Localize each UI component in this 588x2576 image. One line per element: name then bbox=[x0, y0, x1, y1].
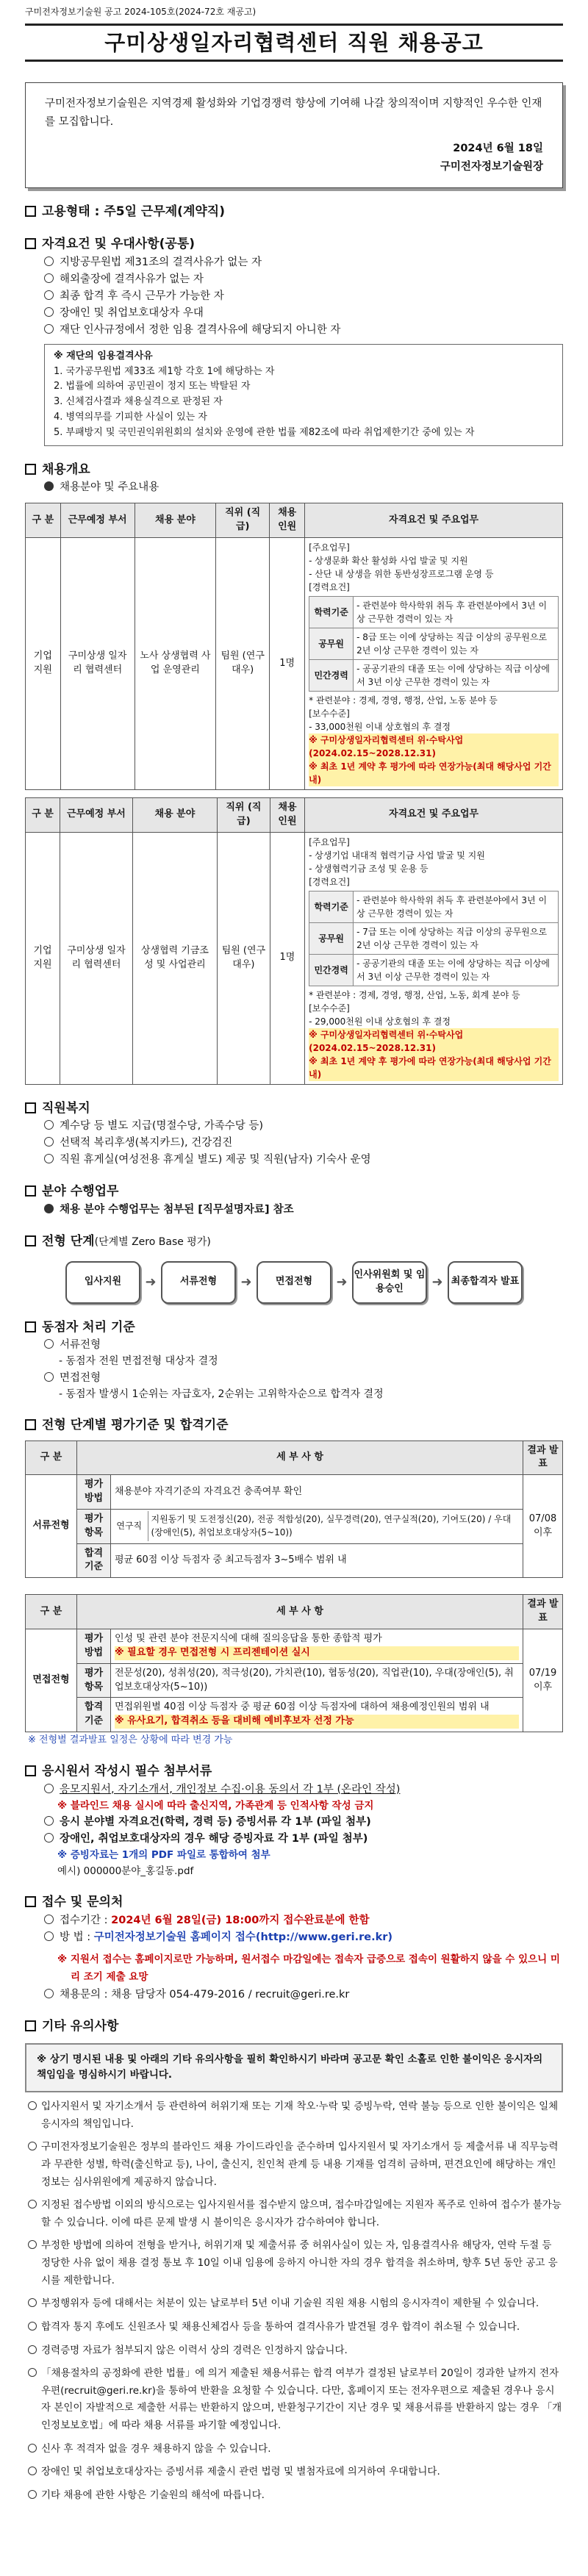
circle-bullet-icon bbox=[28, 2240, 37, 2249]
circle-bullet-icon bbox=[28, 2322, 37, 2331]
process-step: 서류전형 bbox=[161, 1261, 236, 1304]
eval-value bbox=[111, 1543, 523, 1578]
notice-org: 구미전자정보기술원장 bbox=[440, 161, 543, 173]
table-header: 자격요건 및 주요업무 bbox=[305, 503, 563, 538]
eval-value bbox=[111, 1698, 523, 1732]
etc-text: 기타 채용에 관한 사항은 기술원의 해석에 따릅니다. bbox=[41, 2489, 265, 2501]
circle-bullet-icon bbox=[44, 1915, 54, 1924]
doc-example: 예시) 000000분야_홍길동.pdf bbox=[57, 1865, 194, 1877]
doc-text: 응시 분야별 자격요건(학력, 경력 등) 증빙서류 각 1부 (파일 첨부) bbox=[60, 1816, 371, 1829]
section-evaluation: 전형 단계별 평가기준 및 합격기준 bbox=[25, 1416, 563, 1435]
qual-item-text: 최종 합격 후 즉시 근무가 가능한 자 bbox=[60, 290, 224, 302]
qual-item-text: 재단 인사규정에서 정한 임용 결격사유에 해당되지 아니한 자 bbox=[60, 323, 341, 336]
job-detail-cell bbox=[305, 832, 563, 1084]
note-item: 4. 병역의무를 기피한 사실이 있는 자 bbox=[54, 412, 207, 423]
circle-bullet-icon bbox=[28, 2466, 37, 2475]
process-step: 입사지원 bbox=[65, 1261, 140, 1304]
eval-sub-key: 연구직 bbox=[111, 1511, 148, 1541]
circle-bullet-icon bbox=[28, 2101, 37, 2110]
apply-key: 접수기간 : bbox=[60, 1914, 112, 1926]
doc-text: 장애인, 취업보호대상자의 경우 해당 증빙자료 각 1부 (파일 첨부) bbox=[60, 1833, 368, 1845]
duty-line: - 상생협력기금 조성 및 운용 등 bbox=[309, 863, 429, 874]
etc-text: 입사지원서 및 자기소개서 등 관련하여 허위기재 또는 기재 착오·누락 및 증빙누락, 연락 불능 등으로 인한 불이익은 일체 응시자의 책임입니다. bbox=[41, 2100, 559, 2130]
notice-reference: 구미전자정보기술원 공고 2024-105호(2024-72호 재공고) bbox=[25, 7, 257, 17]
career-label: 민간경력 bbox=[309, 659, 354, 691]
section-overview: 채용개요 bbox=[25, 461, 563, 479]
section-welfare: 직원복지 bbox=[25, 1099, 563, 1118]
qual-item-text: 해외출장에 결격사유가 없는 자 bbox=[60, 273, 204, 285]
job-cell: 노사 상생협력 사업 운영관리 bbox=[135, 537, 216, 789]
arrow-right-icon: ➜ bbox=[336, 1274, 348, 1290]
career-value: - 8급 또는 이에 상당하는 직급 이상의 공무원으로 2년 이상 근무한 경력이 있는 자 bbox=[354, 628, 559, 659]
doc-item bbox=[25, 1815, 563, 1830]
section-tie: 동점자 처리 기준 bbox=[25, 1319, 563, 1337]
tie-head: 면접전형 bbox=[60, 1371, 101, 1384]
note-item: 5. 부패방지 및 국민권익위원회의 설치와 운영에 관한 법률 제82조에 따라 취업제한기간 중에 있는 자 bbox=[54, 426, 475, 438]
table-header: 근무예정 부서 bbox=[60, 797, 133, 832]
etc-text: 부정한 방법에 의하여 전형을 받거나, 허위기재 및 제출서류 중 허위사실이 있는 자, 임용결격사유 해당자, 연락 두절 등 정당한 사유 없이 채용 결정 통보 후 10일 이내 임용에 응하지 아니한 자의 경우 합격을 취소하며, 향후 5년 동안 공고 응시를 제한합니다. bbox=[41, 2239, 558, 2286]
etc-item bbox=[25, 2441, 563, 2458]
section-apply: 접수 및 문의처 bbox=[25, 1893, 563, 1912]
section-documents: 응시원서 작성시 필수 첨부서류 bbox=[25, 1762, 563, 1781]
salary-title: [보수수준] bbox=[309, 708, 350, 719]
qual-item bbox=[25, 306, 563, 321]
career-value: - 7급 또는 이에 상당하는 직급 이상의 공무원으로 2년 이상 근무한 경력이 있는 자 bbox=[354, 922, 559, 954]
doc-pdf-note: ※ 증빙자료는 1개의 PDF 파일로 통합하여 첨부 bbox=[57, 1849, 270, 1862]
job-cell: 상생협력 기금조성 및 사업관리 bbox=[132, 832, 217, 1084]
etc-item bbox=[25, 2342, 563, 2360]
eval-header: 세 부 사 항 bbox=[77, 1595, 523, 1629]
eval-text: 면접위원별 40점 이상 득점자 중 평균 60점 이상 득점자에 대하여 채용예정인원의 범위 내 bbox=[115, 1701, 490, 1713]
etc-item bbox=[25, 2197, 563, 2231]
circle-bullet-icon bbox=[28, 2444, 37, 2453]
doc-item bbox=[25, 1782, 563, 1798]
etc-item bbox=[25, 2319, 563, 2336]
eval-value bbox=[111, 1509, 523, 1543]
eval-text: 평균 60점 이상 득점자 중 최고득점자 3~5배수 범위 내 bbox=[115, 1554, 347, 1566]
contract-note-1: ※ 구미상생일자리협력센터 위·수탁사업 (2024.02.15~2028.12.31) bbox=[309, 1028, 559, 1055]
eval-result: 07/19 이후 bbox=[523, 1629, 563, 1732]
doc-item bbox=[25, 1831, 563, 1847]
career-table bbox=[309, 891, 559, 986]
welfare-text: 계수당 등 별도 지급(명절수당, 가족수당 등) bbox=[60, 1120, 264, 1133]
duty-line: - 상생기업 내대적 협력기금 사업 발굴 및 지원 bbox=[309, 850, 485, 861]
eval-table bbox=[25, 1441, 563, 1579]
circle-bullet-icon bbox=[44, 256, 54, 266]
table-header: 구 분 bbox=[26, 797, 60, 832]
job-detail-cell bbox=[305, 537, 563, 789]
career-title: [경력요건] bbox=[309, 876, 350, 887]
career-label: 민간경력 bbox=[309, 954, 354, 986]
eval-note: ※ 전형별 결과발표 일정은 상황에 따라 변경 가능 bbox=[28, 1734, 233, 1746]
etc-item bbox=[25, 2098, 563, 2133]
contract-note-1: ※ 구미상생일자리협력센터 위·수탁사업 (2024.02.15~2028.12.31) bbox=[309, 733, 559, 760]
section-etc: 기타 유의사항 bbox=[25, 2017, 563, 2036]
circle-bullet-icon bbox=[44, 1784, 54, 1793]
doc-warning: ※ 블라인드 채용 실시에 따라 출신지역, 가족관계 등 인적사항 작성 금지 bbox=[57, 1799, 374, 1812]
etc-item bbox=[25, 2139, 563, 2191]
table-header: 채용 분야 bbox=[135, 503, 216, 538]
apply-key: 방 법 : bbox=[60, 1931, 94, 1943]
circle-bullet-icon bbox=[44, 1120, 54, 1130]
apply-item bbox=[25, 1930, 563, 1945]
circle-bullet-icon bbox=[28, 2490, 37, 2499]
contract-note-2: ※ 최초 1년 계약 후 평가에 따라 연장가능(최대 해당사업 기간 내) bbox=[309, 1055, 559, 1081]
page-title: 구미상생일자리협력센터 직원 채용공고 bbox=[25, 24, 563, 62]
career-label: 학력기준 bbox=[309, 891, 354, 922]
pref-line: * 관련분야 : 경제, 경영, 행정, 산업, 노동 분야 등 bbox=[309, 695, 498, 706]
circle-bullet-icon bbox=[28, 2368, 37, 2377]
tie-detail: - 동점자 전원 면접전형 대상자 결정 bbox=[59, 1355, 218, 1368]
qual-item bbox=[25, 323, 563, 338]
contact-info: 채용문의 : 채용 담당자 054-479-2016 / recruit@geri.re.kr bbox=[25, 1987, 563, 2003]
job-cell: 팀원 (연구 대우) bbox=[218, 832, 270, 1084]
etc-text: 합격자 통지 후에도 신원조사 및 채용신체검사 등을 통하여 결격사유가 발견될 경우 합격이 취소될 수 있습니다. bbox=[41, 2320, 520, 2333]
apply-item bbox=[25, 1913, 563, 1929]
eval-header: 결과 발표 bbox=[523, 1441, 563, 1475]
tie-head: 서류전형 bbox=[60, 1339, 101, 1352]
career-value: - 공공기관의 대졸 또는 이에 상당하는 직급 이상에서 3년 이상 근무한 경력이 있는 자 bbox=[354, 659, 559, 691]
tie-item bbox=[25, 1338, 563, 1353]
job-cell: 구미상생 일자리 협력센터 bbox=[60, 537, 135, 789]
notice-date: 2024년 6월 18일 bbox=[453, 142, 543, 154]
qual-item-text: 장애인 및 취업보호대상자 우대 bbox=[60, 306, 204, 319]
eval-key: 합격 기준 bbox=[77, 1698, 111, 1732]
eval-stage: 면접전형 bbox=[26, 1629, 77, 1732]
eval-value bbox=[111, 1663, 523, 1698]
career-title: [경력요건] bbox=[309, 581, 350, 592]
job-cell: 1명 bbox=[270, 537, 305, 789]
eval-result: 07/08 이후 bbox=[523, 1475, 563, 1578]
eval-header: 구 분 bbox=[26, 1595, 77, 1629]
salary-line: - 33,000천원 이내 상호협의 후 결정 bbox=[309, 721, 451, 732]
job-cell: 팀원 (연구 대우) bbox=[216, 537, 270, 789]
circle-bullet-icon bbox=[44, 1372, 54, 1382]
etc-text: 구미전자정보기술원은 정부의 블라인드 채용 가이드라인을 준수하며 입사지원서 및 자기소개서 등 제출서류 내 직무능력과 무관한 성별, 학력(출신학교 등), 나이, 출신지, 친인척 관계 등 내용 기재를 엄격히 금하며, 편견요인에 해당하는 개인정보는 심사위원에게 제공하지 않습니다. bbox=[41, 2141, 559, 2188]
duty-title: [주요업무] bbox=[309, 836, 350, 847]
disqualification-note: ※ 재단의 임용결격사유 1. 국가공무원법 제33조 제1항 각호 1에 해당하는 자 2. 법률에 의하여 공민권이 정지 또는 박탈된 자 3. 신체검사결과 채용실격으로 판정된 자 4. 병역의무를 기피한 사실이 있는 자 5. 부패방지 및 국민권익위원회의 설치와 운영에 관한 법률 제82조에 따라 취업제한기간 중에 있는 자 bbox=[44, 344, 563, 446]
duty-title: [주요업무] bbox=[309, 542, 350, 553]
circle-bullet-icon bbox=[44, 1137, 54, 1147]
table-header: 채용 인원 bbox=[270, 503, 305, 538]
circle-bullet-icon bbox=[28, 2298, 37, 2307]
contract-note-2: ※ 최초 1년 계약 후 평가에 따라 연장가능(최대 해당사업 기간 내) bbox=[309, 760, 559, 786]
etc-text: 장애인 및 취업보호대상자는 증빙서류 제출시 관련 법령 및 별첨자료에 의거하여 우대합니다. bbox=[41, 2466, 440, 2478]
eval-header: 결과 발표 bbox=[523, 1595, 563, 1629]
circle-bullet-icon bbox=[44, 324, 54, 334]
eval-key: 평가 방법 bbox=[77, 1629, 111, 1664]
etc-item bbox=[25, 2295, 563, 2313]
eval-header: 세 부 사 항 bbox=[77, 1441, 523, 1475]
job-cell: 기업 지원 bbox=[26, 832, 60, 1084]
eval-sub-table bbox=[111, 1511, 523, 1541]
etc-item bbox=[25, 2487, 563, 2505]
duty-line: - 상생문화 확산 활성화 사업 발굴 및 지원 bbox=[309, 555, 468, 566]
intro-text-body: 구미전자정보기술원은 지역경제 활성화와 기업경쟁력 향상에 기여해 나갈 창의적이며 지향적인 우수한 인재를 모집합니다. bbox=[45, 98, 542, 129]
eval-red-note: ※ 필요할 경우 면접전형 시 프리젠테이션 실시 bbox=[115, 1646, 519, 1660]
table-header: 구 분 bbox=[26, 503, 61, 538]
table-header: 자격요건 및 주요업무 bbox=[305, 797, 563, 832]
eval-red-note: ※ 유사요기, 합격취소 등을 대비해 예비후보자 선정 가능 bbox=[115, 1715, 519, 1729]
eval-sub-value: 지원동기 및 도전정신(20), 전공 적합성(20), 실무경력(20), 연구실적(20), 기여도(20) / 우대(장애인(5), 취업보호대상자(5~10)) bbox=[151, 1514, 512, 1538]
circle-bullet-icon bbox=[44, 1154, 54, 1163]
circle-bullet-icon bbox=[44, 290, 54, 300]
table-header: 근무예정 부서 bbox=[60, 503, 135, 538]
duty-item: 채용 분야 수행업무는 첨부된 [직무설명자료] 참조 bbox=[25, 1202, 563, 1218]
eval-stage: 서류전형 bbox=[26, 1475, 77, 1578]
section-duty: 분야 수행업무 bbox=[25, 1183, 563, 1201]
tie-item bbox=[25, 1371, 563, 1386]
qual-item bbox=[25, 289, 563, 304]
eval-key: 평가 항목 bbox=[77, 1509, 111, 1543]
section-process: 전형 단계(단계별 Zero Base 평가) bbox=[25, 1233, 563, 1251]
welfare-text: 선택적 복리후생(복지카드), 건강검진 bbox=[60, 1137, 233, 1149]
table-header: 직위 (직급) bbox=[216, 503, 270, 538]
career-table bbox=[309, 596, 559, 692]
qual-item-text: 지방공무원법 제31조의 결격사유가 없는 자 bbox=[60, 256, 262, 268]
process-step: 인사위원회 및 임용승인 bbox=[352, 1261, 427, 1304]
welfare-item bbox=[25, 1119, 563, 1134]
eval-table bbox=[25, 1594, 563, 1732]
note-item: 1. 국가공무원법 제33조 제1항 각호 1에 해당하는 자 bbox=[54, 365, 275, 377]
section-qualification: 자격요건 및 우대사항(공통) bbox=[25, 235, 563, 254]
apply-value: 구미전자정보기술원 홈페이지 접수(http://www.geri.re.kr) bbox=[93, 1931, 393, 1943]
duty-line: - 산단 내 상생을 위한 동반성장프로그램 운영 등 bbox=[309, 568, 494, 579]
table-header: 직위 (직급) bbox=[218, 797, 270, 832]
circle-bullet-icon bbox=[28, 2142, 37, 2150]
circle-bullet-icon bbox=[28, 2345, 37, 2354]
circle-bullet-icon bbox=[44, 1833, 54, 1843]
job-table bbox=[25, 503, 563, 790]
career-value: - 관련분야 학사학위 취득 후 관련분야에서 3년 이상 근무한 경력이 있는 자 bbox=[354, 596, 559, 628]
etc-text: 지정된 접수방법 이외의 방식으로는 입사지원서를 접수받지 않으며, 접수마감일에는 지원자 폭주로 인하여 접수가 불가능 할 수 있습니다. 이에 따른 문제 발생 시 불이익은 응시자가 감수하여야 합니다. bbox=[41, 2199, 562, 2228]
welfare-text: 직원 휴게실(여성전용 휴게실 별도) 제공 및 직원(남자) 기숙사 운영 bbox=[60, 1154, 371, 1166]
eval-text: 채용분야 자격기준의 자격요건 충족여부 확인 bbox=[115, 1485, 303, 1497]
salary-title: [보수수준] bbox=[309, 1002, 350, 1013]
process-step: 면접전형 bbox=[257, 1261, 331, 1304]
process-step: 최종합격자 발표 bbox=[448, 1261, 523, 1304]
career-label: 공무원 bbox=[309, 922, 354, 954]
note-item: 3. 신체검사결과 채용실격으로 판정된 자 bbox=[54, 396, 223, 408]
etc-item bbox=[25, 2237, 563, 2289]
welfare-item bbox=[25, 1152, 563, 1168]
welfare-item bbox=[25, 1135, 563, 1151]
etc-notice-box: ※ 상기 명시된 내용 및 아래의 기타 유의사항을 필히 확인하시기 바라며 공고문 확인 소홀로 인한 불이익은 응시자의 책임임을 명심하시기 바랍니다. bbox=[25, 2043, 563, 2092]
eval-header: 구 분 bbox=[26, 1441, 77, 1475]
table-header: 채용 인원 bbox=[270, 797, 304, 832]
job-cell: 구미상생 일자리 협력센터 bbox=[60, 832, 133, 1084]
doc-text: 응모지원서, 자기소개서, 개인정보 수집·이용 동의서 각 1부 (온라인 작성) bbox=[60, 1783, 401, 1795]
career-label: 학력기준 bbox=[309, 596, 354, 628]
section-employment-type: 고용형태 : 주5일 근무제(계약직) bbox=[25, 203, 563, 221]
table-header: 채용 분야 bbox=[132, 797, 217, 832]
arrow-right-icon: ➜ bbox=[240, 1274, 252, 1290]
etc-item bbox=[25, 2464, 563, 2481]
etc-text: 신사 후 적격자 없을 경우 채용하지 않을 수 있습니다. bbox=[41, 2442, 271, 2455]
note-item: 2. 법률에 의하여 공민권이 정지 또는 박탈된 자 bbox=[54, 381, 251, 392]
tie-detail: - 동점자 발생시 1순위는 자급호자, 2순위는 고위학자순으로 합격자 결정 bbox=[59, 1388, 384, 1400]
apply-warning: ※ 지원서 접수는 홈페이지로만 가능하며, 원서접수 마감일에는 접속자 급증으로 접속이 원활하지 않을 수 있으니 미리 조기 제출 요망 bbox=[57, 1953, 560, 1983]
eval-key: 평가 항목 bbox=[77, 1663, 111, 1698]
career-value: - 관련분야 학사학위 취득 후 관련분야에서 3년 이상 근무한 경력이 있는 자 bbox=[354, 891, 559, 922]
overview-sub: 채용분야 및 주요내용 bbox=[25, 480, 563, 495]
eval-text: 전문성(20), 성취성(20), 적극성(20), 가치관(10), 협동성(20), 직업관(10), 우대(장애인(5), 취업보호대상자(5~10)) bbox=[115, 1667, 514, 1693]
circle-bullet-icon bbox=[28, 2200, 37, 2209]
job-cell: 기업 지원 bbox=[26, 537, 61, 789]
pref-line: * 관련분야 : 경제, 경영, 행정, 산업, 노동, 회계 분야 등 bbox=[309, 989, 520, 1000]
circle-bullet-icon bbox=[44, 273, 54, 283]
circle-bullet-icon bbox=[44, 1931, 54, 1941]
arrow-right-icon: ➜ bbox=[431, 1274, 443, 1290]
etc-item bbox=[25, 2365, 563, 2435]
salary-line: - 29,000천원 이내 상호협의 후 결정 bbox=[309, 1016, 451, 1027]
arrow-right-icon: ➜ bbox=[145, 1274, 157, 1290]
qual-item bbox=[25, 272, 563, 287]
eval-key: 평가 방법 bbox=[77, 1475, 111, 1510]
eval-text: 인성 및 관련 분야 전문지식에 대해 질의응답을 통한 종합적 평가 bbox=[115, 1633, 382, 1644]
eval-value bbox=[111, 1629, 523, 1664]
circle-bullet-icon bbox=[44, 307, 54, 317]
eval-key: 합격 기준 bbox=[77, 1543, 111, 1578]
qual-item bbox=[25, 255, 563, 270]
career-label: 공무원 bbox=[309, 628, 354, 659]
eval-value bbox=[111, 1475, 523, 1510]
etc-text: 부정행위자 등에 대해서는 처분이 있는 날로부터 5년 이내 기술원 직원 채용 시험의 응시자격이 제한될 수 있습니다. bbox=[41, 2297, 539, 2310]
career-value: - 공공기관의 대졸 또는 이에 상당하는 직급 이상에서 3년 이상 근무한 경력이 있는 자 bbox=[354, 954, 559, 986]
apply-value: 2024년 6월 28일(금) 18:00까지 접수완료분에 한함 bbox=[111, 1914, 370, 1926]
etc-text: 경력증명 자료가 첨부되지 않은 이력서 상의 경력은 인정하지 않습니다. bbox=[41, 2344, 348, 2356]
job-table bbox=[25, 797, 563, 1085]
etc-text: 「채용절차의 공정화에 관한 법률」에 의거 제출된 채용서류는 합격 여부가 결정된 날로부터 20일이 경과한 날까지 전자우편(recruit@geri.re.kr)을 통하여 반환을 요청할 수 있습니다. 다만, 홈페이지 또는 전자우편으로 제출된 경우나 응시자 본인이 자발적으로 제출한 서류는 반환하지 않으며, 반환청구기간이 지난 경우 및 채용서류를 반환하지 않는 경우 「개인정보보호법」에 따라 채용 서류를 파기할 예정입니다. bbox=[41, 2367, 562, 2432]
job-cell: 1명 bbox=[270, 832, 304, 1084]
process-flow bbox=[25, 1261, 563, 1304]
circle-bullet-icon bbox=[44, 1816, 54, 1826]
circle-bullet-icon bbox=[44, 1339, 54, 1349]
intro-box bbox=[25, 82, 563, 188]
